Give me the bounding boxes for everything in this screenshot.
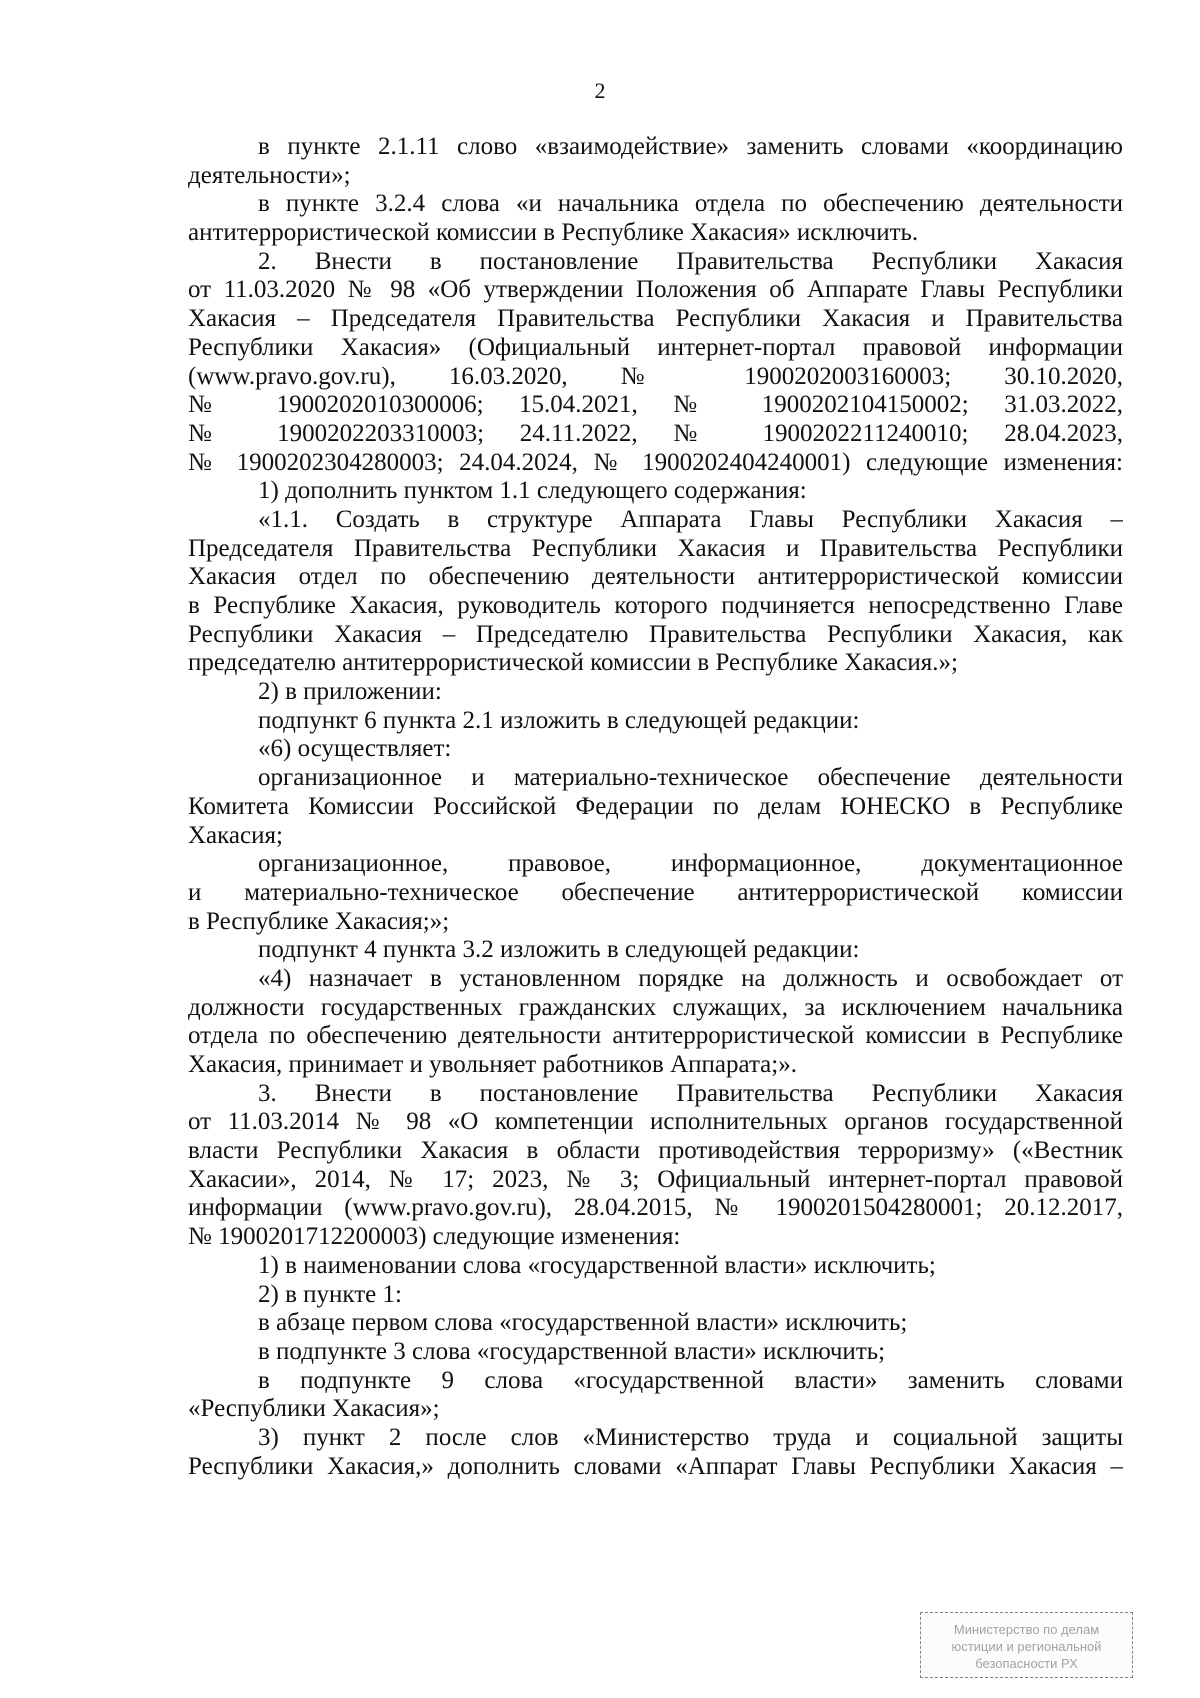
text-line: антитеррористической комиссии в Республике Хакасия» исключить. — [188, 219, 919, 247]
text-line: в подпункте 3 слова «государственной власти» исключить; — [258, 1337, 886, 1365]
text-line: организационное, правовое, информационное, документационное — [258, 850, 1123, 878]
text-line: власти Республики Хакасия в области противодействия терроризму» («Вестник — [188, 1137, 1123, 1165]
text-line: организационное и материально-техническое обеспечение деятельности — [258, 764, 1123, 792]
text-line: Хакасии», 2014, № 17; 2023, № 3; Официальный интернет-портал правовой — [188, 1165, 1123, 1193]
text-line: в подпункте 9 слова «государственной власти» заменить словами — [258, 1366, 1123, 1394]
text-line: Хакасия, принимает и увольняет работников Аппарата;». — [188, 1051, 797, 1078]
stamp-line: безопасности РХ — [975, 1656, 1078, 1671]
registration-stamp — [920, 1612, 1133, 1678]
text-line: 3. Внести в постановление Правительства Республики Хакасия — [258, 1079, 1123, 1107]
text-line: «6) осуществляет: — [258, 735, 452, 763]
text-line: № 1900202304280003; 24.04.2024, № 1900202404240001) следующие изменения: — [188, 448, 1123, 476]
page-number: 2 — [594, 78, 606, 103]
text-line: Республики Хакасия – Председателю Правительства Республики Хакасия, как — [188, 620, 1123, 648]
text-line: от 11.03.2020 № 98 «Об утверждении Положения об Аппарате Главы Республики — [188, 276, 1123, 304]
text-line: в пункте 3.2.4 слова «и начальника отдела по обеспечению деятельности — [258, 190, 1123, 218]
document-body — [188, 133, 1123, 1481]
text-line: «Республики Хакасия»; — [188, 1395, 440, 1423]
text-line: Комитета Комиссии Российской Федерации по делам ЮНЕСКО в Республике — [188, 792, 1123, 820]
text-line: Хакасия – Председателя Правительства Республики Хакасия и Правительства — [188, 305, 1123, 333]
text-line: деятельности»; — [188, 161, 351, 189]
text-line: Хакасия отдел по обеспечению деятельности антитеррористической комиссии — [188, 563, 1123, 591]
text-line: № 1900202010300006; 15.04.2021, № 1900202104150002; 31.03.2022, — [188, 391, 1123, 419]
text-line: в Республике Хакасия;»; — [188, 907, 450, 935]
text-line: № 1900202203310003; 24.11.2022, № 1900202211240010; 28.04.2023, — [188, 419, 1123, 447]
text-line: 1) дополнить пунктом 1.1 следующего содержания: — [258, 477, 807, 505]
text-line: 2) в приложении: — [258, 678, 442, 706]
text-line: 2. Внести в постановление Правительства Республики Хакасия — [258, 247, 1123, 275]
text-line: в Республике Хакасия, руководитель которого подчиняется непосредственно Главе — [188, 592, 1123, 619]
text-line: Республики Хакасия» (Официальный интернет-портал правовой информации — [188, 333, 1123, 361]
text-line: Хакасия; — [188, 821, 283, 849]
text-line: подпункт 6 пункта 2.1 изложить в следующей редакции: — [258, 706, 860, 734]
text-line: информации (www.pravo.gov.ru), 28.04.2015, № 1900201504280001; 20.12.2017, — [188, 1194, 1123, 1222]
text-line: председателю антитеррористической комиссии в Республике Хакасия.»; — [188, 649, 958, 677]
stamp-line: Министерство по делам — [953, 1622, 1100, 1637]
text-line: отдела по обеспечению деятельности антитеррористической комиссии в Республике — [188, 1022, 1123, 1050]
text-line: от 11.03.2014 № 98 «О компетенции исполнительных органов государственной — [188, 1108, 1123, 1136]
text-line: 1) в наименовании слова «государственной власти» исключить; — [258, 1251, 936, 1279]
text-line: Республики Хакасия,» дополнить словами «Аппарат Главы Республики Хакасия – — [188, 1452, 1123, 1480]
text-line: должности государственных гражданских служащих, за исключением начальника — [188, 993, 1123, 1021]
text-line: Председателя Правительства Республики Хакасия и Правительства Республики — [188, 534, 1123, 562]
text-line: 2) в пункте 1: — [258, 1280, 402, 1308]
text-line: в абзаце первом слова «государственной власти» исключить; — [258, 1309, 908, 1337]
text-line: в пункте 2.1.11 слово «взаимодействие» заменить словами «координацию — [258, 133, 1123, 160]
text-line: № 1900201712200003) следующие изменения: — [188, 1223, 681, 1251]
text-line: 3) пункт 2 после слов «Министерство труда и социальной защиты — [258, 1423, 1123, 1451]
stamp-line: юстиции и региональной — [951, 1639, 1102, 1654]
text-line: и материально-техническое обеспечение антитеррористической комиссии — [188, 878, 1123, 906]
text-line: «4) назначает в установленном порядке на должность и освобождает от — [258, 964, 1123, 992]
text-line: «1.1. Создать в структуре Аппарата Главы Республики Хакасия – — [258, 505, 1123, 533]
text-line: (www.pravo.gov.ru), 16.03.2020, № 1900202003160003; 30.10.2020, — [188, 362, 1123, 390]
text-line: подпункт 4 пункта 3.2 изложить в следующей редакции: — [258, 936, 860, 964]
